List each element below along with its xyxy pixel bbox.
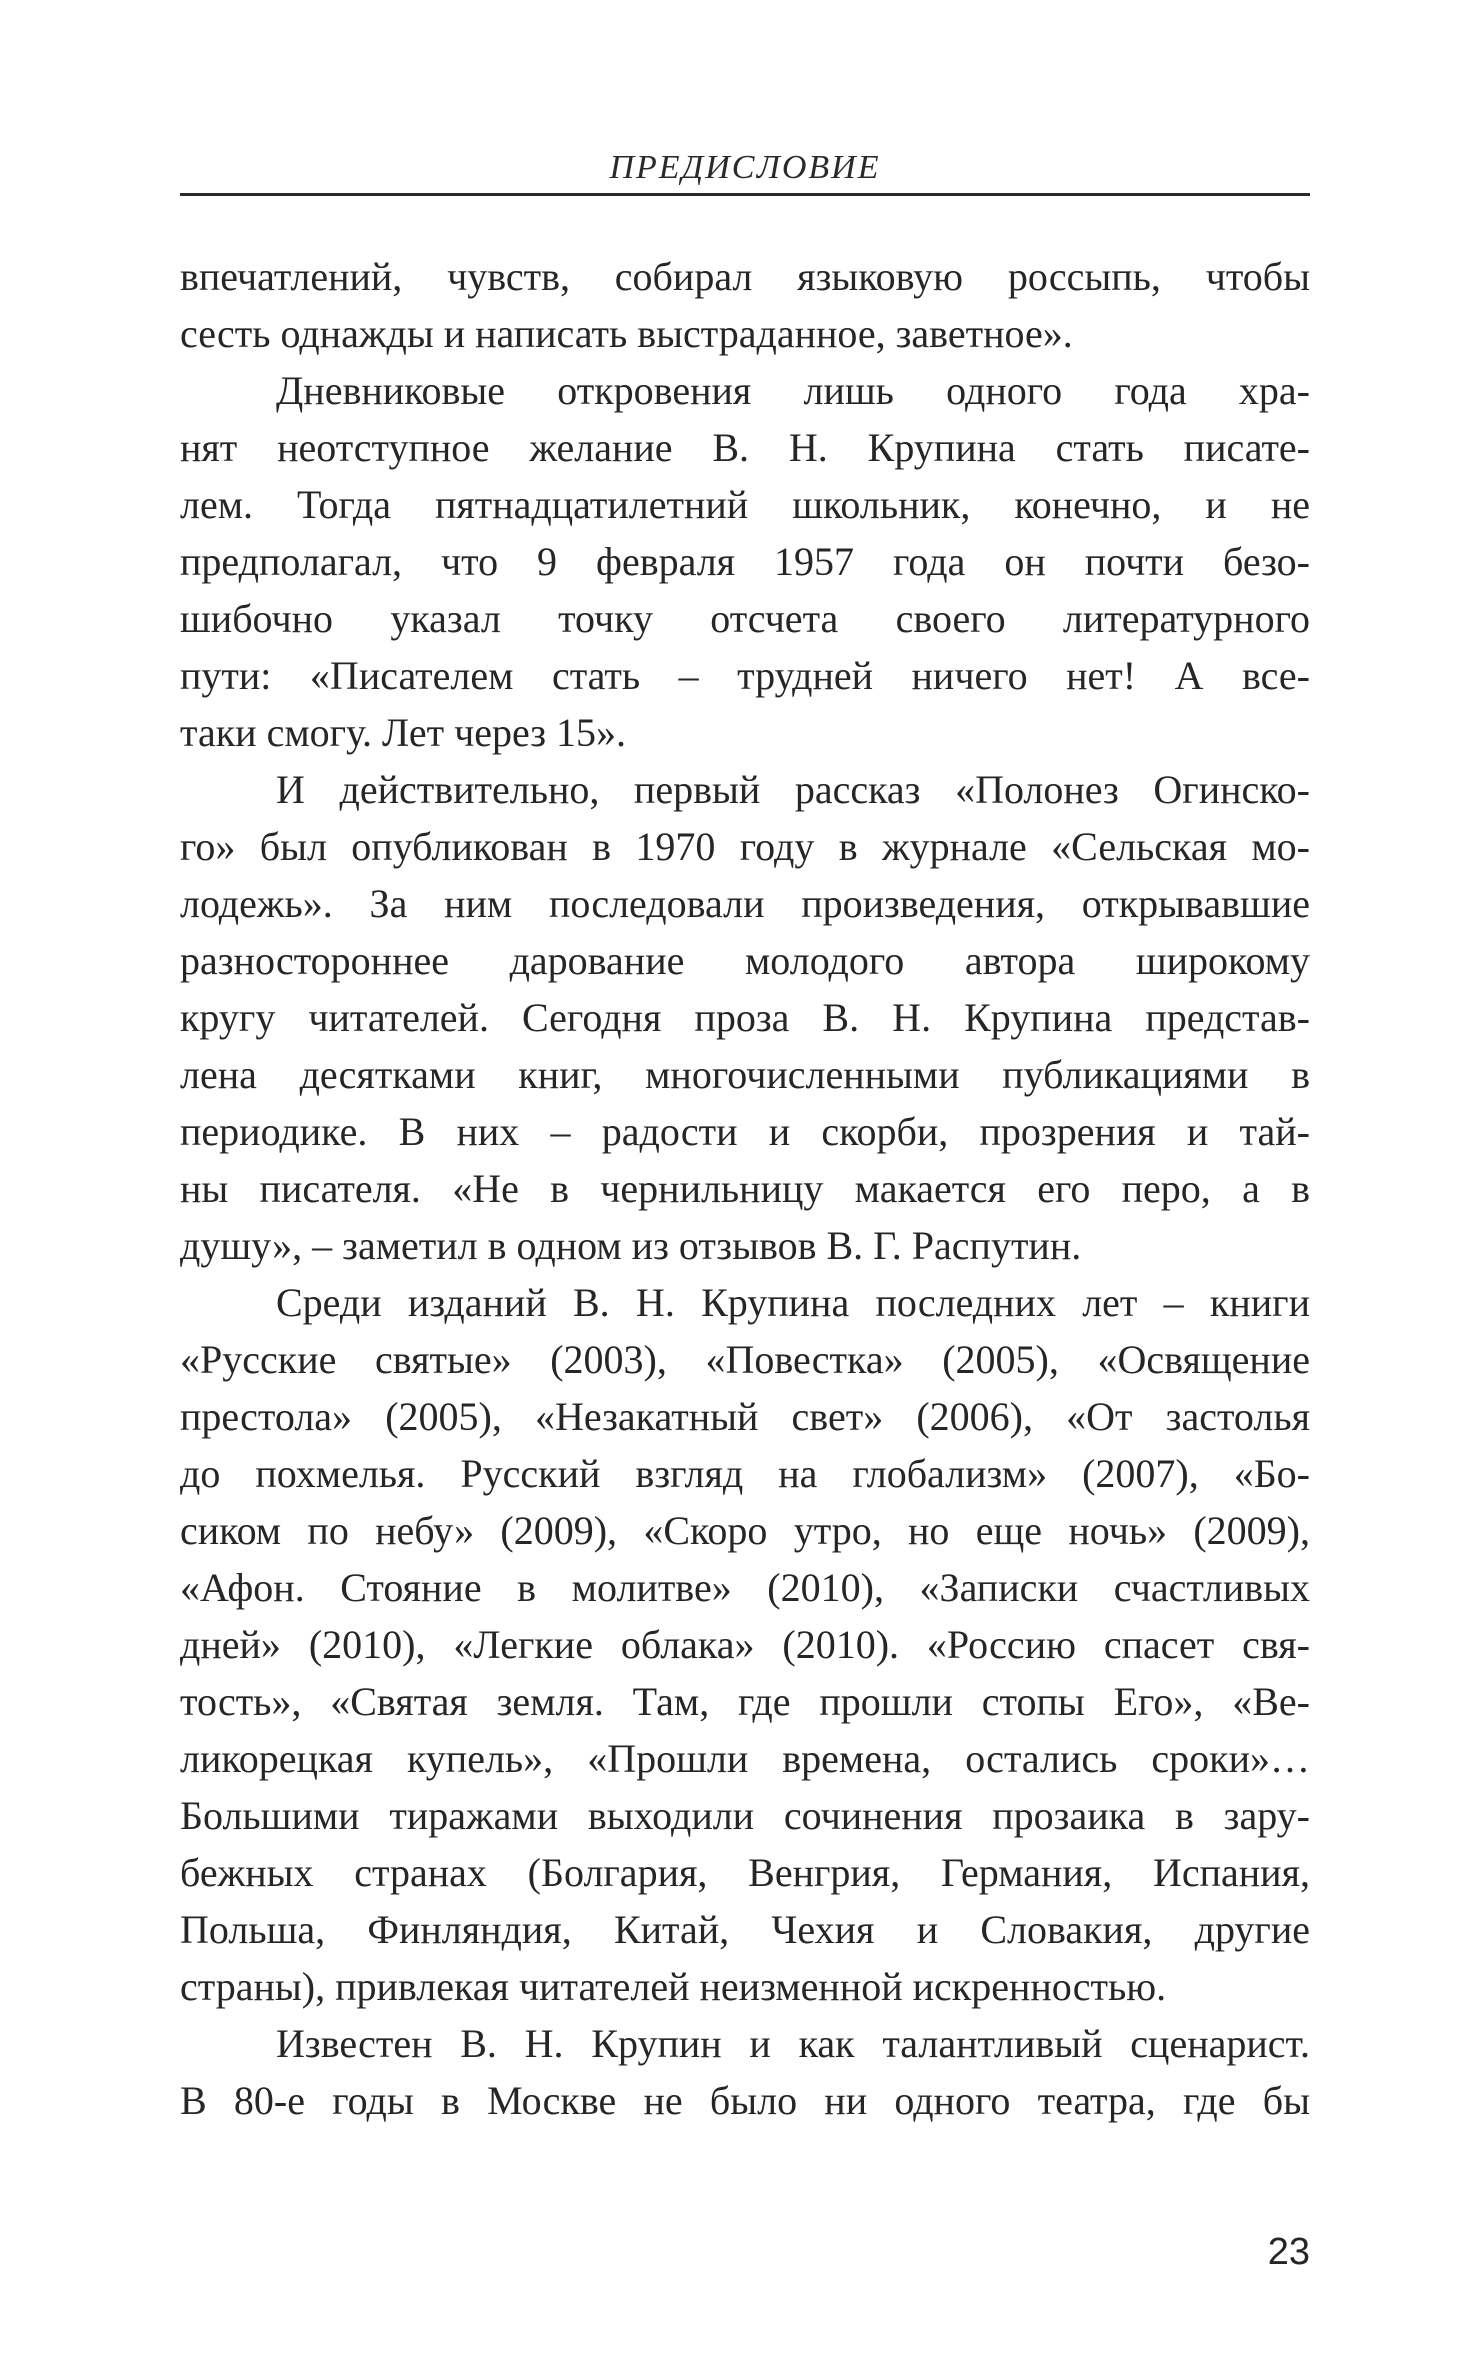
- text-line: «Русские святые» (2003), «Повестка» (2005), «Освящение: [180, 1337, 1310, 1382]
- text-line: престола» (2005), «Незакатный свет» (2006), «От застолья: [180, 1394, 1310, 1439]
- text-line: сиком по небу» (2009), «Скоро утро, но еще ночь» (2009),: [180, 1508, 1310, 1553]
- text-line: Дневниковые откровения лишь одного года хра-: [276, 368, 1310, 413]
- text-line: таки смогу. Лет через 15».: [180, 710, 627, 755]
- text-line: В 80-е годы в Москве не было ни одного театра, где бы: [180, 2078, 1310, 2123]
- text-line: лена десятками книг, многочисленными публикациями в: [180, 1052, 1310, 1097]
- running-title: ПРЕДИСЛОВИЕ: [609, 149, 881, 186]
- text-line: разностороннее дарование молодого автора широкому: [180, 938, 1310, 983]
- text-line: Известен В. Н. Крупин и как талантливый сценарист.: [276, 2021, 1310, 2066]
- text-line: сесть однажды и написать выстраданное, заветное».: [180, 311, 1073, 356]
- text-line: «Афон. Стояние в молитве» (2010), «Записки счастливых: [180, 1565, 1310, 1610]
- text-line: шибочно указал точку отсчета своего литературного: [180, 596, 1310, 641]
- text-line: пути: «Писателем стать – трудней ничего нет! А все-: [180, 653, 1310, 698]
- text-line: лем. Тогда пятнадцатилетний школьник, конечно, и не: [180, 482, 1310, 527]
- text-line: Польша, Финляндия, Китай, Чехия и Словакия, другие: [180, 1907, 1310, 1952]
- text-line: душу», – заметил в одном из отзывов В. Г. Распутин.: [180, 1223, 1082, 1268]
- body-text: [180, 248, 1310, 2129]
- text-line: го» был опубликован в 1970 году в журнале «Сельская мо-: [180, 824, 1310, 869]
- text-line: лодежь». За ним последовали произведения, открывавшие: [180, 881, 1310, 926]
- text-line: И действительно, первый рассказ «Полонез Огинско-: [276, 767, 1310, 812]
- text-line: нят неотступное желание В. Н. Крупина стать писате-: [180, 425, 1310, 470]
- text-line: Среди изданий В. Н. Крупина последних лет – книги: [276, 1280, 1310, 1325]
- header-rule: [180, 193, 1310, 196]
- text-line: ны писателя. «Не в чернильницу макается его перо, а в: [180, 1166, 1310, 1211]
- text-line: кругу читателей. Сегодня проза В. Н. Крупина представ-: [180, 995, 1310, 1040]
- text-line: Большими тиражами выходили сочинения прозаика в зару-: [180, 1793, 1310, 1838]
- text-line: страны), привлекая читателей неизменной искренностью.: [180, 1964, 1167, 2009]
- text-line: периодике. В них – радости и скорби, прозрения и тай-: [180, 1109, 1310, 1154]
- text-line: тость», «Святая земля. Там, где прошли стопы Его», «Ве-: [180, 1679, 1310, 1724]
- text-line: дней» (2010), «Легкие облака» (2010). «Россию спасет свя-: [180, 1622, 1310, 1667]
- page-number: 23: [1267, 2231, 1310, 2273]
- text-line: впечатлений, чувств, собирал языковую россыпь, чтобы: [180, 254, 1310, 299]
- text-line: бежных странах (Болгария, Венгрия, Германия, Испания,: [180, 1850, 1310, 1895]
- text-line: ликорецкая купель», «Прошли времена, остались сроки»…: [180, 1736, 1310, 1781]
- text-line: предполагал, что 9 февраля 1957 года он почти безо-: [180, 539, 1310, 584]
- text-line: до похмелья. Русский взгляд на глобализм» (2007), «Бо-: [180, 1451, 1310, 1496]
